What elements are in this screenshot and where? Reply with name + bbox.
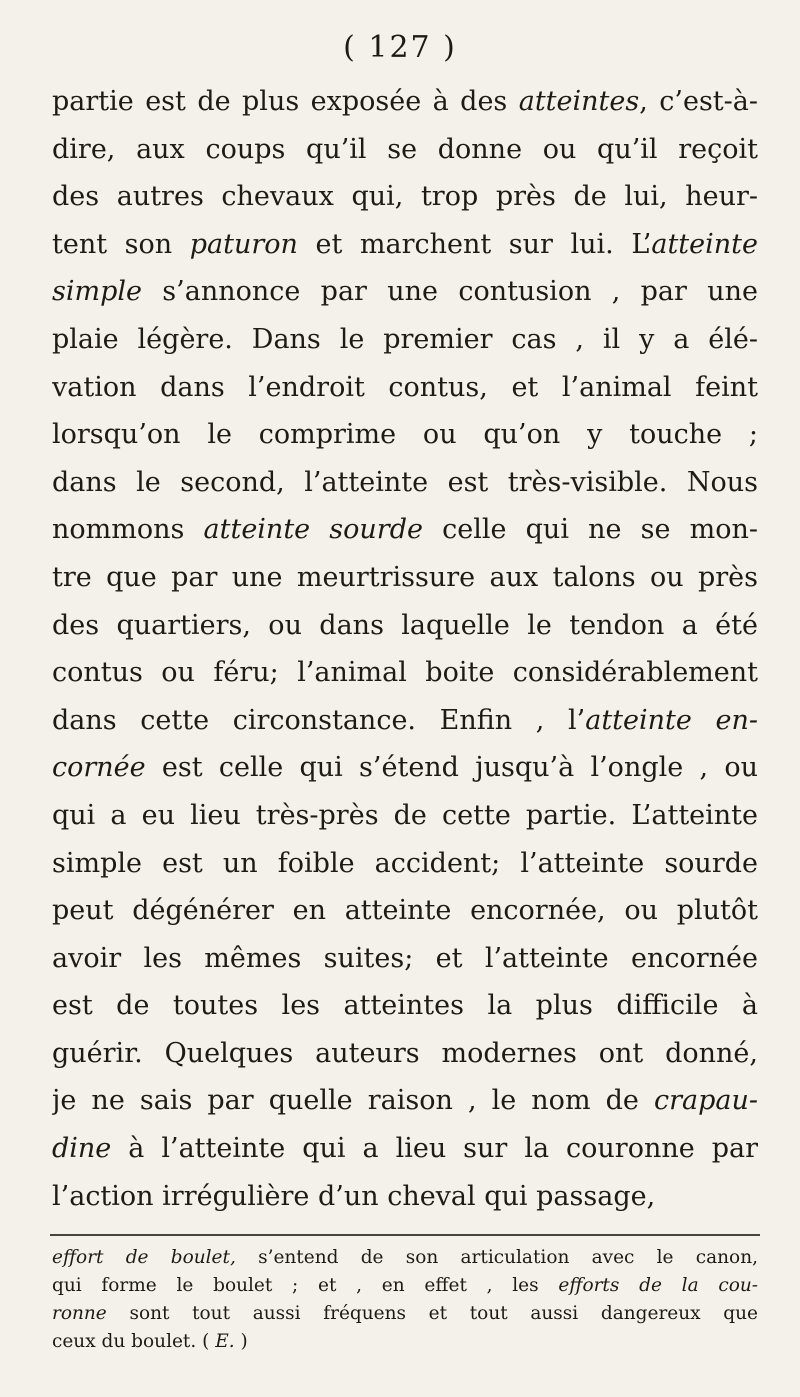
- body-line: [52, 887, 758, 935]
- body-line: [52, 506, 758, 554]
- body-line: [52, 602, 758, 650]
- text-run: vation dans l’endroit contus, et l’animal feint: [52, 371, 758, 403]
- footnote-line: [52, 1272, 758, 1300]
- body-line: [52, 554, 758, 602]
- text-run: s’entend de son articulation avec le canon,: [235, 1247, 758, 1268]
- text-run: ): [234, 1331, 248, 1352]
- text-run: est celle qui s’étend jusqu’à l’ongle , ou: [145, 752, 758, 784]
- text-run: partie est de plus exposée à des: [52, 86, 519, 117]
- text-run: est de toutes les atteintes la plus difficile à: [52, 990, 758, 1022]
- footnote-line: [52, 1328, 758, 1356]
- text-run: contus ou féru; l’animal boite considérablement: [52, 657, 758, 689]
- italic-text: crapau-: [653, 1085, 758, 1117]
- text-run: avoir les mêmes suites; et l’atteinte encornée: [52, 942, 758, 974]
- body-line: [52, 268, 758, 316]
- body-line: [52, 982, 758, 1030]
- body-line: [52, 316, 758, 364]
- text-run: l’action irrégulière d’un cheval qui passage,: [52, 1180, 656, 1212]
- text-run: , c’est-à-: [639, 86, 758, 117]
- text-run: je ne sais par quelle raison , le nom de: [52, 1085, 654, 1117]
- footnote-rule: [50, 1234, 760, 1236]
- footnote-line: [52, 1300, 758, 1328]
- body-line: [52, 173, 758, 221]
- body-line: [52, 792, 758, 840]
- text-run: tent son: [52, 228, 190, 260]
- body-line: [52, 744, 758, 792]
- text-run: qui a eu lieu très-près de cette partie. L’atteinte: [52, 799, 758, 831]
- body-line: [52, 221, 758, 269]
- italic-text: dine: [52, 1133, 112, 1165]
- text-run: tre que par une meurtrissure aux talons ou près: [52, 561, 758, 593]
- footnote: [52, 1244, 758, 1356]
- footnote-line: [52, 1244, 758, 1272]
- body-line: [52, 78, 758, 126]
- text-run: s’annonce par une contusion , par une: [142, 276, 758, 308]
- body-line: [52, 364, 758, 412]
- body-line: [52, 649, 758, 697]
- text-run: des autres chevaux qui, trop près de lui, heur-: [52, 181, 758, 213]
- body-line: [52, 1173, 758, 1221]
- italic-text: ronne: [52, 1303, 107, 1324]
- italic-text: E.: [215, 1331, 235, 1352]
- text-run: guérir. Quelques auteurs modernes ont donné,: [52, 1037, 758, 1069]
- italic-text: atteinte: [651, 228, 758, 260]
- italic-text: efforts de la cou-: [558, 1275, 758, 1296]
- text-run: dans le second, l’atteinte est très-visible. Nous: [52, 466, 758, 498]
- text-run: à l’atteinte qui a lieu sur la couronne par: [111, 1133, 758, 1165]
- body-line: [52, 935, 758, 983]
- italic-text: simple: [52, 276, 142, 308]
- italic-text: atteinte sourde: [203, 514, 423, 546]
- text-run: peut dégénérer en atteinte encornée, ou plutôt: [52, 895, 758, 927]
- body-text: [52, 78, 758, 1220]
- text-run: lorsqu’on le comprime ou qu’on y touche ;: [52, 419, 758, 451]
- body-line: [52, 1125, 758, 1173]
- body-line: [52, 126, 758, 174]
- body-line: [52, 1077, 758, 1125]
- text-run: plaie légère. Dans le premier cas , il y a élé-: [52, 323, 758, 355]
- text-run: qui forme le boulet ; et , en effet , les: [52, 1275, 559, 1296]
- italic-text: cornée: [52, 752, 146, 784]
- text-run: nommons: [52, 514, 204, 546]
- text-run: des quartiers, ou dans laquelle le tendon a été: [52, 609, 758, 641]
- italic-text: atteintes: [518, 86, 640, 117]
- text-run: dans cette circonstance. Enfin , l’: [52, 704, 586, 736]
- text-run: ceux du boulet. (: [52, 1331, 216, 1352]
- body-line: [52, 1030, 758, 1078]
- text-run: celle qui ne se mon-: [422, 514, 758, 546]
- body-line: [52, 697, 758, 745]
- body-line: [52, 411, 758, 459]
- page-number: ( 127 ): [343, 30, 457, 65]
- text-run: simple est un foible accident; l’atteinte sourde: [52, 847, 758, 879]
- body-line: [52, 459, 758, 507]
- italic-text: effort de boulet,: [52, 1247, 236, 1268]
- body-line: [52, 840, 758, 888]
- text-run: et marchent sur lui. L’: [297, 228, 652, 260]
- italic-text: atteinte en-: [585, 704, 758, 736]
- text-run: dire, aux coups qu’il se donne ou qu’il reçoit: [52, 133, 758, 165]
- italic-text: paturon: [189, 228, 298, 260]
- text-run: sont tout aussi fréquens et tout aussi dangereux que: [106, 1303, 758, 1324]
